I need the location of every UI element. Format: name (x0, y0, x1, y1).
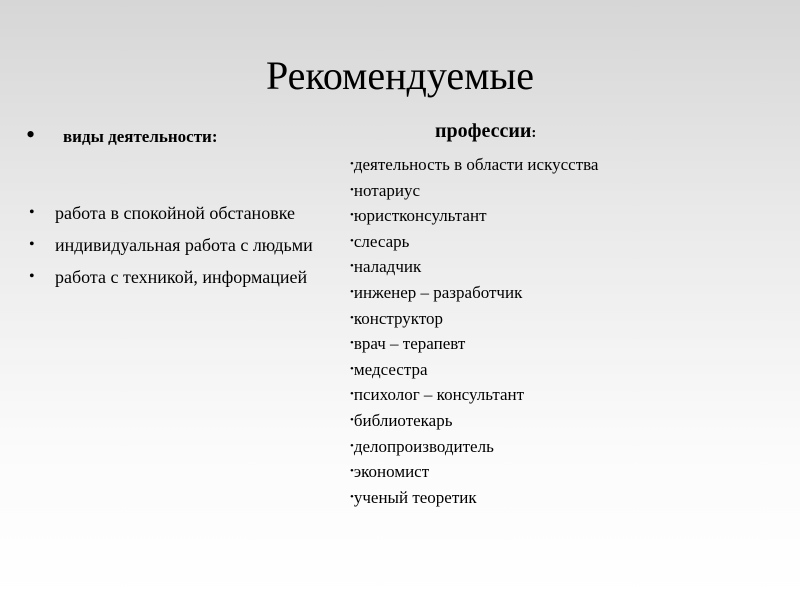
bullet-icon: • (350, 388, 354, 401)
bullet-icon: • (350, 209, 354, 222)
list-item-text: нотариус (353, 180, 421, 200)
bullet-icon: • (29, 204, 35, 221)
list-item-text: ученый теоретик (353, 487, 477, 507)
list-item (350, 331, 790, 357)
list-item (26, 264, 326, 290)
list-item-text: делопроизводитель (353, 436, 494, 456)
bullet-icon: • (350, 362, 354, 375)
right-column (350, 118, 790, 510)
list-item-text: медсестра (353, 359, 428, 379)
bullet-icon: • (350, 490, 354, 503)
profession-list (350, 152, 790, 510)
list-item-text: конструктор (353, 308, 444, 328)
list-item-text: работа с техникой, информацией (55, 267, 308, 287)
list-item (350, 178, 790, 204)
bullet-icon: • (350, 413, 354, 426)
left-header (26, 120, 326, 150)
list-item-text: слесарь (353, 231, 410, 251)
right-header (350, 118, 790, 146)
bullet-icon: • (29, 268, 35, 285)
bullet-icon: • (350, 439, 354, 452)
bullet-icon: • (350, 260, 354, 273)
list-item (350, 254, 790, 280)
right-header-colon: : (531, 125, 537, 141)
list-item-text: работа в спокойной обстановке (55, 203, 295, 223)
list-item (350, 434, 790, 460)
bullet-icon: • (29, 236, 35, 253)
list-item-text: психолог – консультант (353, 385, 525, 405)
bullet-icon: • (350, 183, 354, 196)
list-item (350, 280, 790, 306)
list-item (350, 203, 790, 229)
list-item (350, 357, 790, 383)
list-item-text: экономист (353, 462, 430, 482)
list-item (350, 229, 790, 255)
list-item-text: инженер – разработчик (353, 282, 523, 302)
slide-title: Рекомендуемые (265, 53, 535, 98)
bullet-icon: • (350, 285, 354, 298)
list-item (350, 408, 790, 434)
bullet-icon: • (350, 311, 354, 324)
list-item-text: юристконсультант (353, 206, 487, 226)
right-header-text: профессии (435, 120, 532, 142)
bullet-icon: • (350, 465, 354, 478)
left-header-text: виды деятельности: (63, 127, 218, 146)
bullet-icon: • (350, 337, 354, 350)
bullet-icon: • (350, 158, 354, 170)
list-item-text: индивидуальная работа с людьми (55, 235, 313, 255)
list-item (350, 152, 790, 178)
list-item-text: врач – терапевт (353, 334, 466, 354)
list-item-text: наладчик (353, 257, 422, 277)
activity-list (26, 200, 326, 290)
list-item (350, 485, 790, 511)
list-item (26, 200, 326, 226)
list-item-text: библиотекарь (353, 410, 453, 430)
bullet-icon: • (26, 120, 36, 149)
list-item-text: деятельность в области искусства (353, 155, 599, 174)
list-item (350, 306, 790, 332)
left-column (26, 120, 326, 296)
list-item (26, 232, 326, 258)
list-item (350, 459, 790, 485)
list-item (350, 382, 790, 408)
bullet-icon: • (350, 234, 354, 247)
